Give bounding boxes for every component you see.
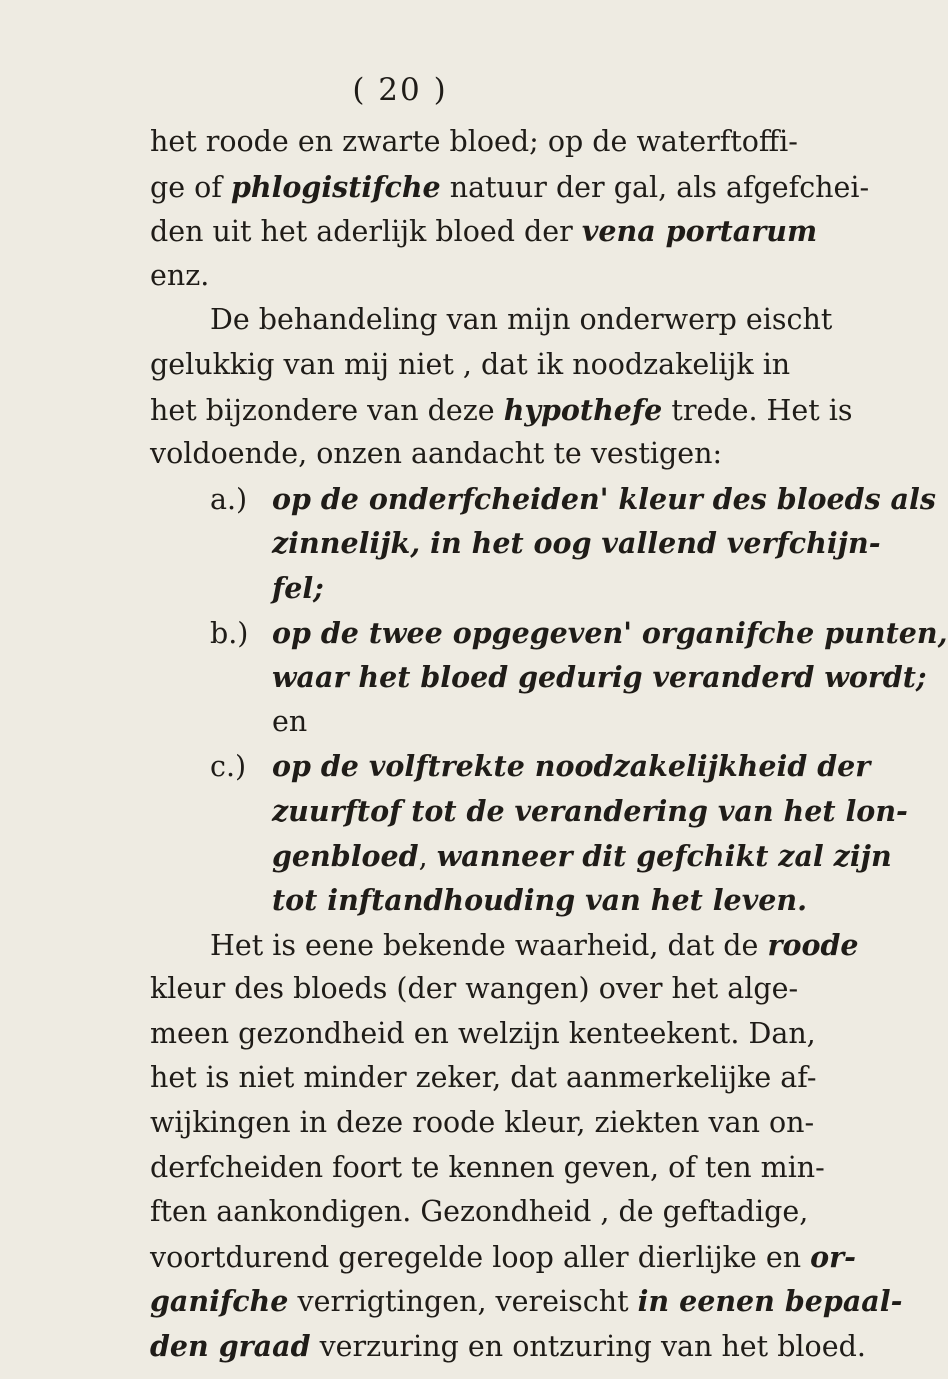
text-line <box>150 1056 817 1101</box>
text-segment: gelukkig van mij niet , dat ik noodzakelijk in <box>150 347 791 381</box>
page-number: ( 20 ) <box>352 72 448 108</box>
text-line <box>150 878 808 923</box>
text-line <box>150 923 859 968</box>
text-line <box>150 700 780 745</box>
text-segment: het roode en zwarte bloed; op de waterftoffi- <box>150 125 798 158</box>
text-line <box>150 1190 809 1235</box>
italic-text: tot inftandhouding van het leven. <box>272 883 808 918</box>
body-text <box>150 120 948 1369</box>
text-segment: ge of <box>150 170 231 204</box>
text-segment: natuur der gal, als afgefchei- <box>440 170 870 204</box>
text-line <box>150 1146 825 1191</box>
list-item-label: c.) <box>210 750 247 784</box>
italic-text: roode <box>767 927 859 962</box>
text-segment: , <box>418 839 437 873</box>
list-item-label: a.) <box>210 482 248 516</box>
text-segment: en <box>272 704 308 738</box>
italic-text: op de volftrekte noodzakelijkheid der <box>272 749 871 784</box>
italic-text: genbloed <box>272 838 419 873</box>
text-segment: meen gezondheid en welzijn kenteekent. Dan, <box>150 1016 816 1050</box>
text-line <box>150 120 798 165</box>
text-line <box>150 1279 903 1324</box>
text-line <box>150 1101 815 1146</box>
text-line <box>150 298 833 343</box>
italic-text: ganifche <box>150 1284 289 1319</box>
text-line <box>150 1235 856 1280</box>
text-line <box>150 209 818 254</box>
text-line <box>150 566 780 611</box>
text-segment: wijkingen in deze roode kleur, ziekten van on- <box>150 1106 815 1140</box>
text-line <box>150 744 871 789</box>
italic-text: or- <box>810 1239 856 1274</box>
text-line <box>150 611 948 656</box>
text-line <box>150 477 936 522</box>
text-segment: het bijzondere van deze <box>150 393 504 427</box>
text-segment: trede. Het is <box>662 393 853 427</box>
text-segment: verrigtingen, vereischt <box>288 1285 638 1319</box>
text-line <box>150 834 892 879</box>
text-line <box>150 521 881 566</box>
text-line <box>150 655 927 700</box>
text-line <box>150 388 853 433</box>
text-line <box>150 789 908 834</box>
text-segment: voldoende, onzen aandacht te vestigen: <box>150 437 723 471</box>
text-segment: De behandeling van mijn onderwerp eischt <box>210 303 833 337</box>
text-segment: kleur des bloeds (der wangen) over het alge- <box>150 972 799 1006</box>
italic-text: op de twee opgegeven' organifche punten, <box>272 615 948 650</box>
italic-text: op de onderfcheiden' kleur des bloeds als <box>272 481 936 516</box>
list-item-label: b.) <box>210 616 249 650</box>
italic-text: fel; <box>272 570 324 605</box>
text-segment: voortdurend geregelde loop aller dierlijke en <box>150 1240 811 1274</box>
italic-text: phlogistifche <box>230 169 441 204</box>
text-line <box>150 165 870 210</box>
italic-text: in eenen bepaal- <box>637 1284 903 1319</box>
italic-text: vena portarum <box>581 214 818 249</box>
text-line <box>150 254 780 299</box>
text-segment: ften aankondigen. Gezondheid , de geftadige, <box>150 1195 809 1229</box>
text-line <box>150 343 791 388</box>
text-segment: den uit het aderlijk bloed der <box>150 215 582 249</box>
text-segment: enz. <box>150 258 210 292</box>
italic-text: zinnelijk, in het oog vallend verfchijn- <box>272 526 881 561</box>
italic-text: waar het bloed gedurig veranderd wordt; <box>272 660 927 695</box>
text-line <box>150 1012 816 1057</box>
text-line <box>150 432 780 477</box>
text-segment: derfcheiden foort te kennen geven, of ten min- <box>150 1150 825 1184</box>
italic-text: wanneer dit gefchikt zal zijn <box>436 838 892 873</box>
text-segment: verzuring en ontzuring van het bloed. <box>310 1330 866 1364</box>
italic-text: den graad <box>150 1329 311 1364</box>
text-segment: het is niet minder zeker, dat aanmerkelijke af- <box>150 1061 817 1095</box>
text-line <box>150 967 799 1012</box>
italic-text: zuurftof tot de verandering van het lon- <box>272 793 908 828</box>
italic-text: hypothefe <box>503 392 663 427</box>
text-line <box>150 1324 866 1369</box>
text-segment: Het is eene bekende waarheid, dat de <box>210 928 768 962</box>
